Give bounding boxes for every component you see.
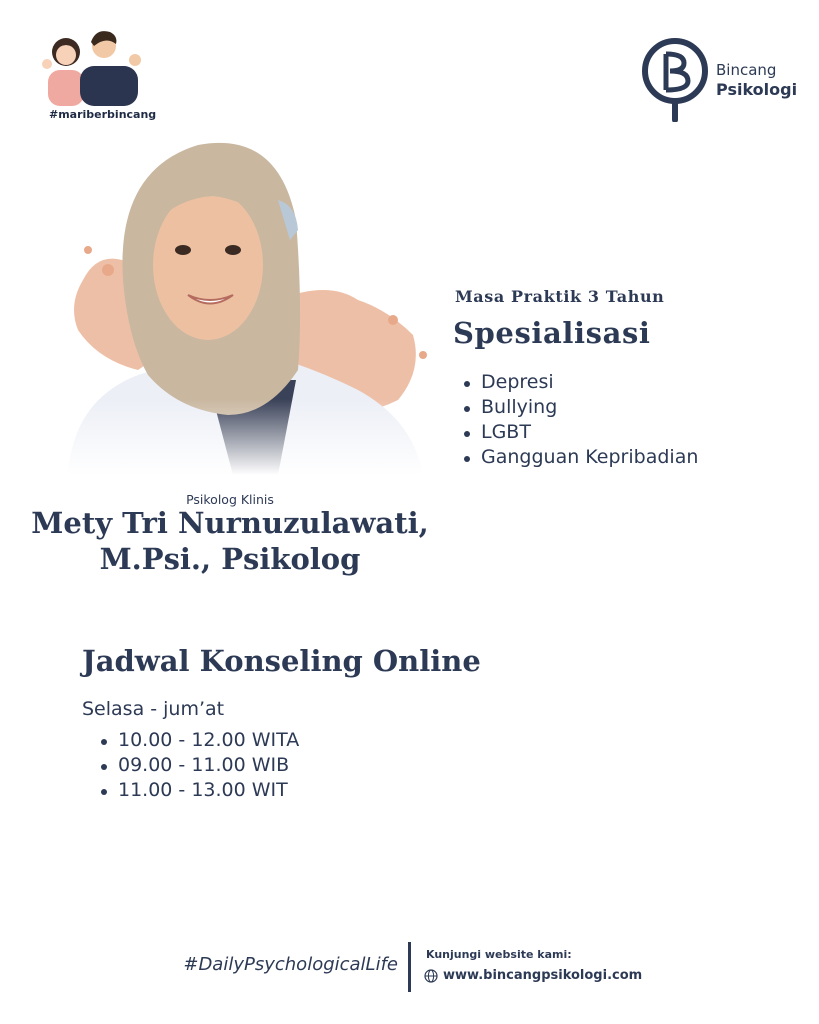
specialization-item: Depresi	[460, 370, 698, 395]
globe-icon	[424, 969, 438, 983]
logo-text-psikologi: Psikologi	[716, 80, 798, 99]
specialization-item: LGBT	[460, 420, 698, 445]
schedule-title: Jadwal Konseling Online	[82, 644, 481, 678]
bincang-logo-icon	[640, 36, 710, 122]
specialization-item: Bullying	[460, 395, 698, 420]
practice-duration: Masa Praktik 3 Tahun	[455, 287, 665, 306]
footer-hashtag: #DailyPsychologicalLife	[183, 954, 398, 975]
specialization-item: Gangguan Kepribadian	[460, 445, 698, 470]
schedule-time-item: 09.00 - 11.00 WIB	[97, 753, 299, 778]
footer-visit-label: Kunjungi website kami:	[426, 948, 572, 961]
specialization-list	[460, 370, 698, 470]
logo-text-bincang: Bincang	[716, 61, 777, 79]
psychologist-name-line2: M.Psi., Psikolog	[99, 542, 361, 576]
psychologist-portrait	[28, 130, 448, 475]
schedule-time-item: 10.00 - 12.00 WITA	[97, 728, 299, 753]
schedule-times-list	[97, 728, 299, 803]
website-link[interactable]: www.bincangpsikologi.com	[443, 968, 643, 983]
psychologist-name-line1: Mety Tri Nurnuzulawati,	[31, 506, 429, 540]
specialization-title: Spesialisasi	[453, 316, 651, 350]
footer-divider	[408, 942, 411, 992]
mascot-illustration	[40, 26, 145, 106]
hashtag-top: #mariberbincang	[49, 108, 157, 121]
role-label: Psikolog Klinis	[186, 492, 274, 507]
schedule-days: Selasa - jum’at	[82, 698, 225, 720]
schedule-time-item: 11.00 - 13.00 WIT	[97, 778, 299, 803]
